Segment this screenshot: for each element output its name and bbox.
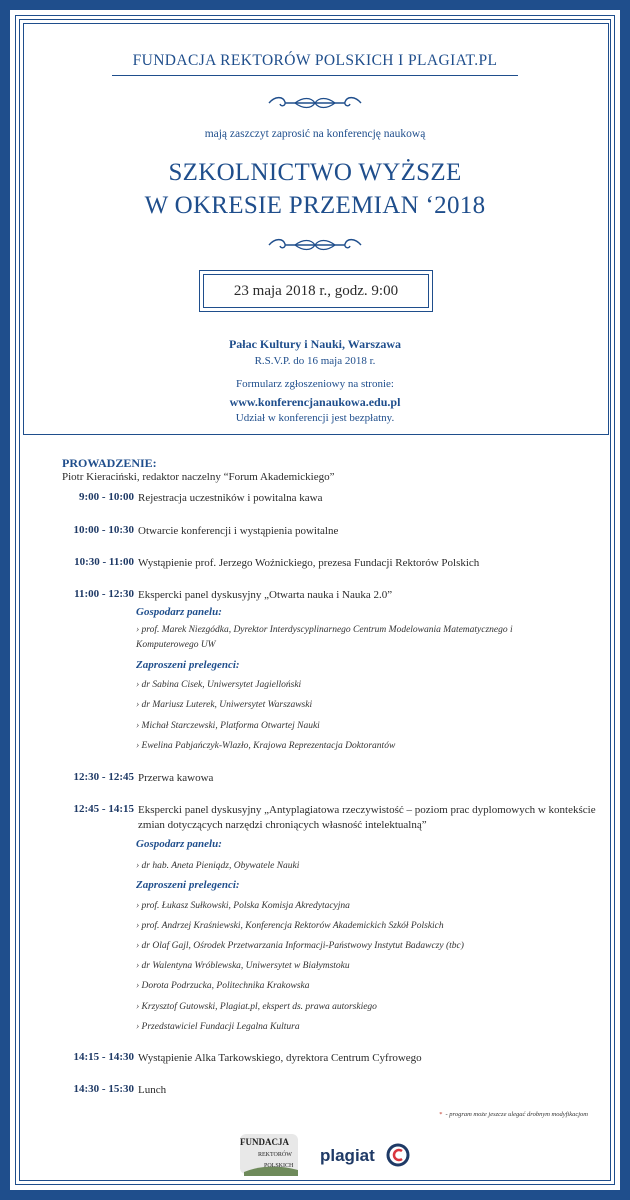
agenda-item: Lunch: [138, 1084, 167, 1096]
header-box: [23, 23, 609, 435]
agenda-item: Rejestracja uczestników i powitalna kawa: [138, 492, 323, 504]
agenda-time: 14:15 - 14:30: [73, 1051, 134, 1063]
title-line-1: SZKOLNICTWO WYŻSZE: [168, 159, 462, 186]
date-box: [199, 270, 433, 312]
panel1-guest: › Ewelina Pabjańczyk-Wlazło, Krajowa Reprezentacja Doktorantów: [136, 741, 396, 751]
agenda-item: Wystąpienie Alka Tarkowskiego, dyrektora Centrum Cyfrowego: [138, 1052, 422, 1064]
rsvp-text: R.S.V.P. do 16 maja 2018 r.: [254, 355, 376, 367]
agenda-item: Wystąpienie prof. Jerzego Woźnickiego, prezesa Fundacji Rektorów Polskich: [138, 557, 480, 569]
agenda-time: 12:45 - 14:15: [73, 803, 134, 815]
panel2-host-label: Gospodarz panelu:: [136, 838, 222, 850]
organizers-underline: [112, 75, 518, 76]
venue-text: Pałac Kultury i Nauki, Warszawa: [228, 337, 402, 351]
moderation-text: Piotr Kieraciński, redaktor naczelny “Forum Akademickiego”: [62, 471, 335, 483]
program-change-note: [439, 1111, 588, 1118]
panel2-guest: › Krzysztof Gutowski, Plagiat.pl, ekspert ds. prawa autorskiego: [136, 1002, 377, 1012]
flourish-ornament-icon: [265, 94, 365, 112]
moderation-label: PROWADZENIE:: [62, 456, 157, 470]
agenda-time: 14:30 - 15:30: [73, 1083, 134, 1095]
panel2-guest: › dr Olaf Gajl, Ośrodek Przetwarzania Informacji-Państwowy Instytut Badawczy (tbc): [136, 941, 464, 951]
panel1-guests-label: Zaproszeni prelegenci:: [136, 659, 240, 671]
invite-line: mają zaszczyt zaprosić na konferencję naukową: [204, 128, 426, 140]
title-line-2: W OKRESIE PRZEMIAN ‘2018: [144, 192, 486, 219]
agenda-time: 10:30 - 11:00: [74, 556, 134, 568]
panel1-guest: › dr Sabina Cisek, Uniwersytet Jagielloński: [136, 680, 302, 690]
panel2-guest: › Dorota Podrzucka, Politechnika Krakowska: [136, 981, 310, 991]
agenda-time: 11:00 - 12:30: [74, 588, 134, 600]
registration-link[interactable]: www.konferencjanaukowa.edu.pl: [229, 395, 401, 409]
frp-logo-line3: POLSKICH: [264, 1163, 294, 1169]
agenda-item: Ekspercki panel dyskusyjny „Otwarta nauka i Nauka 2.0”: [138, 589, 393, 601]
agenda-item: Ekspercki panel dyskusyjny „Antyplagiatowa rzeczywistość – poziom prac dyplomowych w kontekście zmian dotyczących narzędzi chroniących własność intelektualną”: [138, 804, 596, 831]
panel1-guest: › dr Mariusz Luterek, Uniwersytet Warszawski: [136, 700, 313, 710]
panel2-guests-label: Zaproszeni prelegenci:: [136, 879, 240, 891]
panel2-guest: › prof. Andrzej Kraśniewski, Konferencja Rektorów Akademickich Szkół Polskich: [136, 921, 444, 931]
plagiat-logo-text: plagiat: [320, 1146, 375, 1165]
panel1-host-label: Gospodarz panelu:: [136, 606, 222, 618]
date-text: 23 maja 2018 r., godz. 9:00: [203, 274, 429, 308]
note-text: - program może jeszcze ulegać drobnym modyfikacjom: [445, 1111, 588, 1118]
form-label: Formularz zgłoszeniowy na stronie:: [236, 378, 394, 390]
flourish-ornament-icon: [265, 236, 365, 254]
frp-logo-line1: FUNDACJA: [240, 1137, 289, 1147]
panel2-host: › dr hab. Aneta Pieniądz, Obywatele Nauki: [136, 861, 300, 871]
free-entry-note: Udział w konferencji jest bezpłatny.: [235, 412, 395, 424]
organizers-heading: FUNDACJA REKTORÓW POLSKICH I PLAGIAT.PL: [132, 52, 498, 69]
note-asterisk: *: [439, 1111, 443, 1118]
invitation-card: [10, 10, 620, 1190]
agenda-item: Przerwa kawowa: [138, 772, 214, 784]
frp-logo-line2: REKTORÓW: [258, 1152, 292, 1158]
panel2-guest: › prof. Łukasz Sułkowski, Polska Komisja Akredytacyjna: [136, 901, 350, 911]
agenda-time: 12:30 - 12:45: [73, 771, 134, 783]
agenda-item: Otwarcie konferencji i wystąpienia powitalne: [138, 525, 339, 537]
panel2-guest: › Przedstawiciel Fundacji Legalna Kultura: [136, 1022, 300, 1032]
plagiat-logo-icon: [318, 1140, 418, 1170]
panel1-guest: › Michał Starczewski, Platforma Otwartej Nauki: [136, 721, 320, 731]
conference-title: [10, 156, 620, 222]
agenda-time: 10:00 - 10:30: [73, 524, 134, 536]
agenda-time: 9:00 - 10:00: [79, 491, 134, 503]
panel1-host: › prof. Marek Niezgódka, Dyrektor Interdyscyplinarnego Centrum Modelowania Matematycznego i Komputerowego UW: [136, 625, 513, 650]
panel2-guest: › dr Walentyna Wróblewska, Uniwersytet w Białymstoku: [136, 961, 350, 971]
frp-logo-icon: [234, 1132, 304, 1178]
